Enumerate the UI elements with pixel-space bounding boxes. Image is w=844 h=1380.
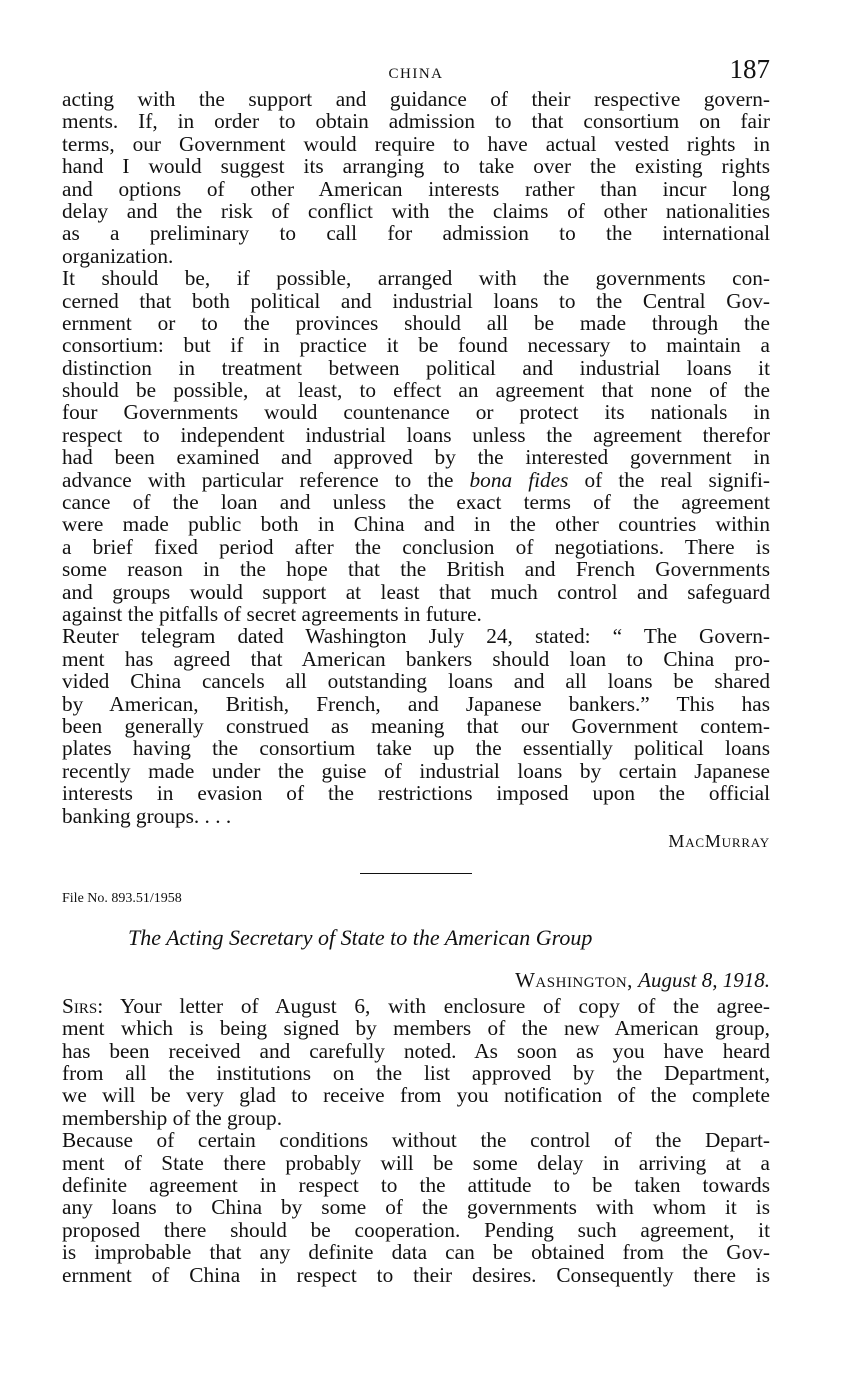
text-line: organization. [62,243,174,268]
text-line: a brief fixed period after the conclusion of negotiations. There is [62,534,770,559]
text-line: and options of other American interests rather than incur long [62,176,770,201]
dateline-place: Washington, [515,967,633,992]
text-line: from all the institutions on the list approved by the Department, [62,1061,770,1086]
text-line: some reason in the hope that the British and French Governments [62,557,770,582]
section-divider [360,873,472,874]
text-line: ments. If, in order to obtain admission to that consortium on fair [62,109,770,134]
text-line: were made public both in China and in the other countries within [62,512,770,537]
text-line: by American, British, French, and Japanese bankers.” This has [62,691,770,716]
text-line: ernment of China in respect to their desires. Consequently there is [62,1262,770,1287]
text-line: has been received and carefully noted. As soon as you have heard [62,1038,770,1063]
text-line-with-salutation [62,995,770,1017]
text-line: definite agreement in respect to the attitude to be taken towards [62,1173,770,1198]
text-line-with-italic [62,469,770,491]
text-line: interests in evasion of the restrictions imposed upon the official [62,781,770,806]
text-line: as a preliminary to call for admission to the international [62,221,770,246]
letter-paragraph-acknowledgement [62,995,770,1129]
paragraph-reuter-telegram [62,625,770,827]
page-number: 187 [729,54,770,84]
salutation: Sirs [62,993,98,1018]
text-line: ment which is being signed by members of the new American group, [62,1016,770,1041]
text-line: ernment or to the provinces should all be made through the [62,310,770,335]
text-line: Reuter telegram dated Washington July 24, stated: “ The Govern- [62,624,770,649]
text-span: : Your letter of August 6, with enclosure of copy of the agree- [97,993,770,1018]
document-page [62,52,770,1286]
text-span: advance with particular reference to the [62,467,470,492]
text-line: been generally construed as meaning that our Government contem- [62,713,770,738]
text-line: is improbable that any definite data can be obtained from the Gov- [62,1240,770,1265]
dateline [62,965,770,995]
letter-paragraph-delay [62,1129,770,1286]
text-line: had been examined and approved by the interested government in [62,445,770,470]
text-line: banking groups. . . . [62,803,232,828]
text-line: ment of State there probably will be some delay in arriving at a [62,1150,770,1175]
running-title: CHINA [388,66,444,82]
text-line: plates having the consortium take up the essentially political loans [62,736,770,761]
text-line: should be possible, at least, to effect an agreement that none of the [62,378,770,403]
text-line: four Governments would countenance or protect its nationals in [62,400,770,425]
text-line: It should be, if possible, arranged with the governments con- [62,266,770,291]
text-line: acting with the support and guidance of their respective govern- [62,87,770,111]
text-line: proposed there should be cooperation. Pending such agreement, it [62,1217,770,1242]
dateline-date: August 8, 1918. [638,967,770,992]
text-line: recently made under the guise of industrial loans by certain Japanese [62,758,770,783]
text-span: of the real signifi- [568,467,770,492]
text-line: against the pitfalls of secret agreements in future. [62,601,482,626]
text-line: hand I would suggest its arranging to take over the existing rights [62,154,770,179]
italic-phrase: bona fides [469,467,569,492]
text-line: distinction in treatment between political and industrial loans it [62,355,770,380]
text-line: ment has agreed that American bankers should loan to China pro- [62,646,770,671]
file-number: File No. 893.51/1958 [62,890,182,906]
text-line: Because of certain conditions without the control of the Depart- [62,1128,770,1153]
paragraph-continuation [62,88,770,267]
text-line: any loans to China by some of the governments with whom it is [62,1195,770,1220]
text-line: and groups would support at least that much control and safeguard [62,579,770,604]
text-line: delay and the risk of conflict with the claims of other nationalities [62,198,770,223]
text-line: cerned that both political and industrial loans to the Central Gov- [62,288,770,313]
text-line: terms, our Government would require to have actual vested rights in [62,131,770,156]
text-line: we will be very glad to receive from you notification of the complete [62,1083,770,1108]
text-line: membership of the group. [62,1105,283,1130]
text-line: vided China cancels all outstanding loans and all loans be shared [62,669,770,694]
document-heading: The Acting Secretary of State to the American Group [128,924,593,950]
text-line: consortium: but if in practice it be found necessary to maintain a [62,333,770,358]
signature: MacMurray [668,830,770,851]
paragraph-consortium-loans [62,267,770,625]
text-line: cance of the loan and unless the exact terms of the agreement [62,490,770,515]
running-head [62,52,770,88]
text-line: respect to independent industrial loans unless the agreement therefor [62,422,770,447]
